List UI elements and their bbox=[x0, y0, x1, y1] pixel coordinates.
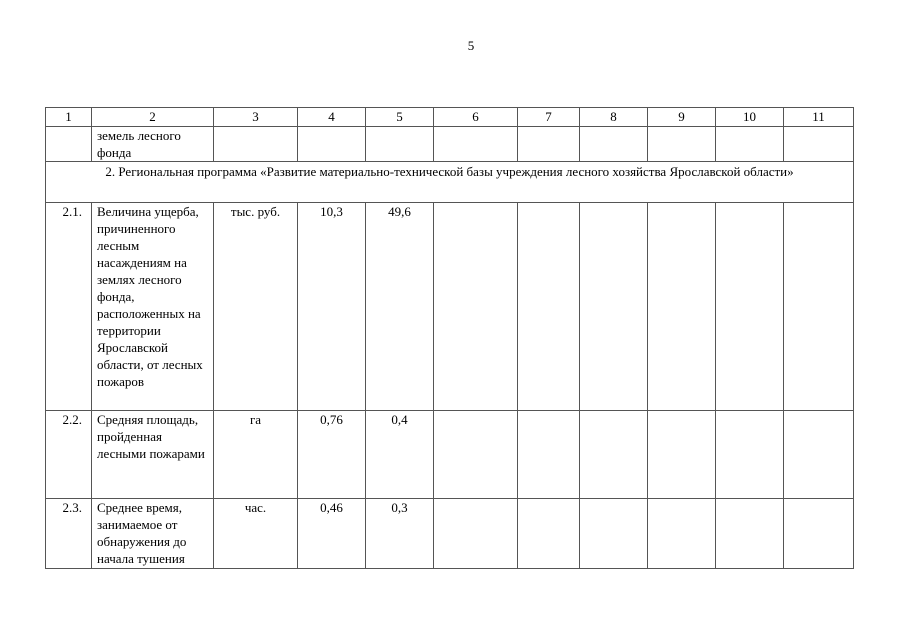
table-cell bbox=[518, 127, 580, 162]
table-cell bbox=[580, 499, 648, 569]
value-col4: 0,46 bbox=[298, 499, 366, 569]
table-cell bbox=[648, 499, 716, 569]
header-cell: 10 bbox=[716, 108, 784, 127]
table-cell bbox=[716, 499, 784, 569]
header-cell: 3 bbox=[214, 108, 298, 127]
value-col5: 0,3 bbox=[366, 499, 434, 569]
row-number: 2.3. bbox=[46, 499, 92, 569]
header-cell: 8 bbox=[580, 108, 648, 127]
table-row bbox=[46, 499, 854, 569]
header-cell: 6 bbox=[434, 108, 518, 127]
table-cell bbox=[518, 203, 580, 411]
table-row bbox=[46, 411, 854, 499]
table-cell bbox=[434, 411, 518, 499]
table-cell bbox=[648, 203, 716, 411]
value-col5: 49,6 bbox=[366, 203, 434, 411]
row-number: 2.1. bbox=[46, 203, 92, 411]
table-cell bbox=[434, 499, 518, 569]
table-cell bbox=[434, 203, 518, 411]
section-row bbox=[46, 162, 854, 203]
unit-cell: час. bbox=[214, 499, 298, 569]
table-cell bbox=[46, 127, 92, 162]
value-col4: 0,76 bbox=[298, 411, 366, 499]
table-cell bbox=[716, 203, 784, 411]
table-cell bbox=[648, 127, 716, 162]
table-cell bbox=[366, 127, 434, 162]
value-col4: 10,3 bbox=[298, 203, 366, 411]
header-cell: 4 bbox=[298, 108, 366, 127]
table-cell bbox=[784, 203, 854, 411]
table-cell bbox=[648, 411, 716, 499]
table-cell bbox=[716, 411, 784, 499]
indicators-table bbox=[45, 107, 854, 569]
unit-cell: га bbox=[214, 411, 298, 499]
continuation-row bbox=[46, 127, 854, 162]
value-col5: 0,4 bbox=[366, 411, 434, 499]
page-number: 5 bbox=[467, 38, 475, 53]
table-cell bbox=[580, 127, 648, 162]
indicator-name: земель лесного фонда bbox=[92, 127, 214, 162]
table-cell bbox=[518, 499, 580, 569]
header-cell: 7 bbox=[518, 108, 580, 127]
header-cell: 2 bbox=[92, 108, 214, 127]
table-cell bbox=[580, 203, 648, 411]
indicator-name: Среднее время, занимаемое от обнаружения до начала тушения bbox=[92, 499, 214, 569]
table-row bbox=[46, 203, 854, 411]
table-cell bbox=[784, 127, 854, 162]
table-cell bbox=[214, 127, 298, 162]
section-title: 2. Региональная программа «Развитие материально-технической базы учреждения лесного хозяйства Ярославской области» bbox=[46, 162, 854, 203]
table-cell bbox=[784, 499, 854, 569]
indicator-name: Средняя площадь, пройденная лесными пожарами bbox=[92, 411, 214, 499]
header-cell: 9 bbox=[648, 108, 716, 127]
table-cell bbox=[298, 127, 366, 162]
header-cell: 5 bbox=[366, 108, 434, 127]
table-cell bbox=[518, 411, 580, 499]
table-cell bbox=[784, 411, 854, 499]
table-cell bbox=[580, 411, 648, 499]
unit-cell: тыс. руб. bbox=[214, 203, 298, 411]
header-row bbox=[46, 108, 854, 127]
header-cell: 11 bbox=[784, 108, 854, 127]
table-cell bbox=[716, 127, 784, 162]
table-cell bbox=[434, 127, 518, 162]
row-number: 2.2. bbox=[46, 411, 92, 499]
header-cell: 1 bbox=[46, 108, 92, 127]
indicator-name: Величина ущерба, причиненного лесным насаждениям на землях лесного фонда, расположенных на территории Ярославской области, от лесных пожаров bbox=[92, 203, 214, 411]
